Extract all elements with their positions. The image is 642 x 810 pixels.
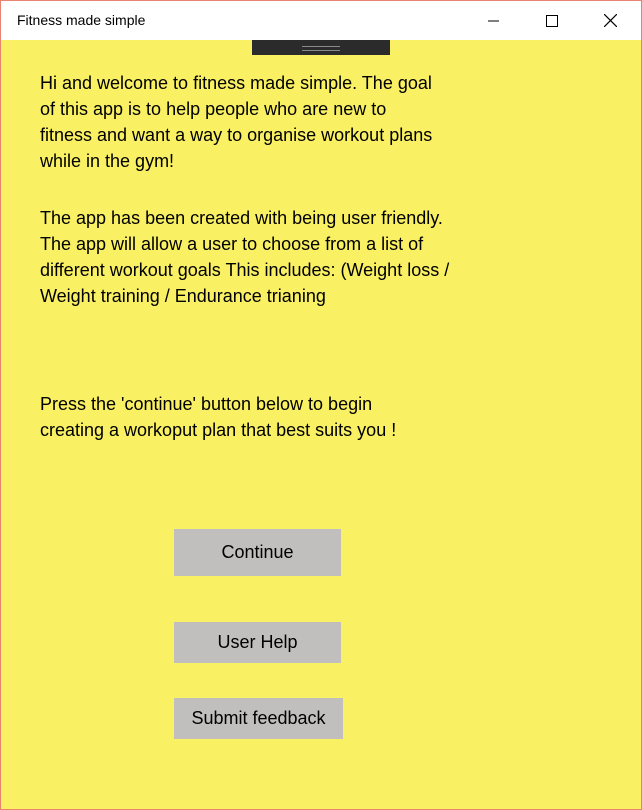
description-text: The app has been created with being user friendly. The app will allow a user to choose from a list of different workout goals This includes: (Weight loss / Weight training / Endurance trianing bbox=[40, 208, 450, 306]
app-bar-handle[interactable] bbox=[252, 40, 390, 55]
maximize-icon bbox=[546, 15, 558, 27]
minimize-button[interactable] bbox=[471, 1, 517, 40]
intro-text: Hi and welcome to fitness made simple. The goal of this app is to help people who are new to fitness and want a way to organise workout plans while in the gym! bbox=[40, 73, 433, 171]
maximize-button[interactable] bbox=[529, 1, 575, 40]
grip-icon bbox=[302, 46, 340, 51]
continue-button[interactable]: Continue bbox=[174, 529, 341, 576]
close-button[interactable] bbox=[587, 1, 633, 40]
submit-feedback-button[interactable]: Submit feedback bbox=[174, 698, 343, 739]
window-title: Fitness made simple bbox=[17, 12, 146, 28]
instruction-text: Press the 'continue' button below to begin creating a workoput plan that best suits you ! bbox=[40, 394, 397, 440]
minimize-icon bbox=[488, 15, 500, 27]
close-icon bbox=[604, 14, 617, 27]
title-bar[interactable] bbox=[1, 1, 641, 40]
user-help-button[interactable]: User Help bbox=[174, 622, 341, 663]
